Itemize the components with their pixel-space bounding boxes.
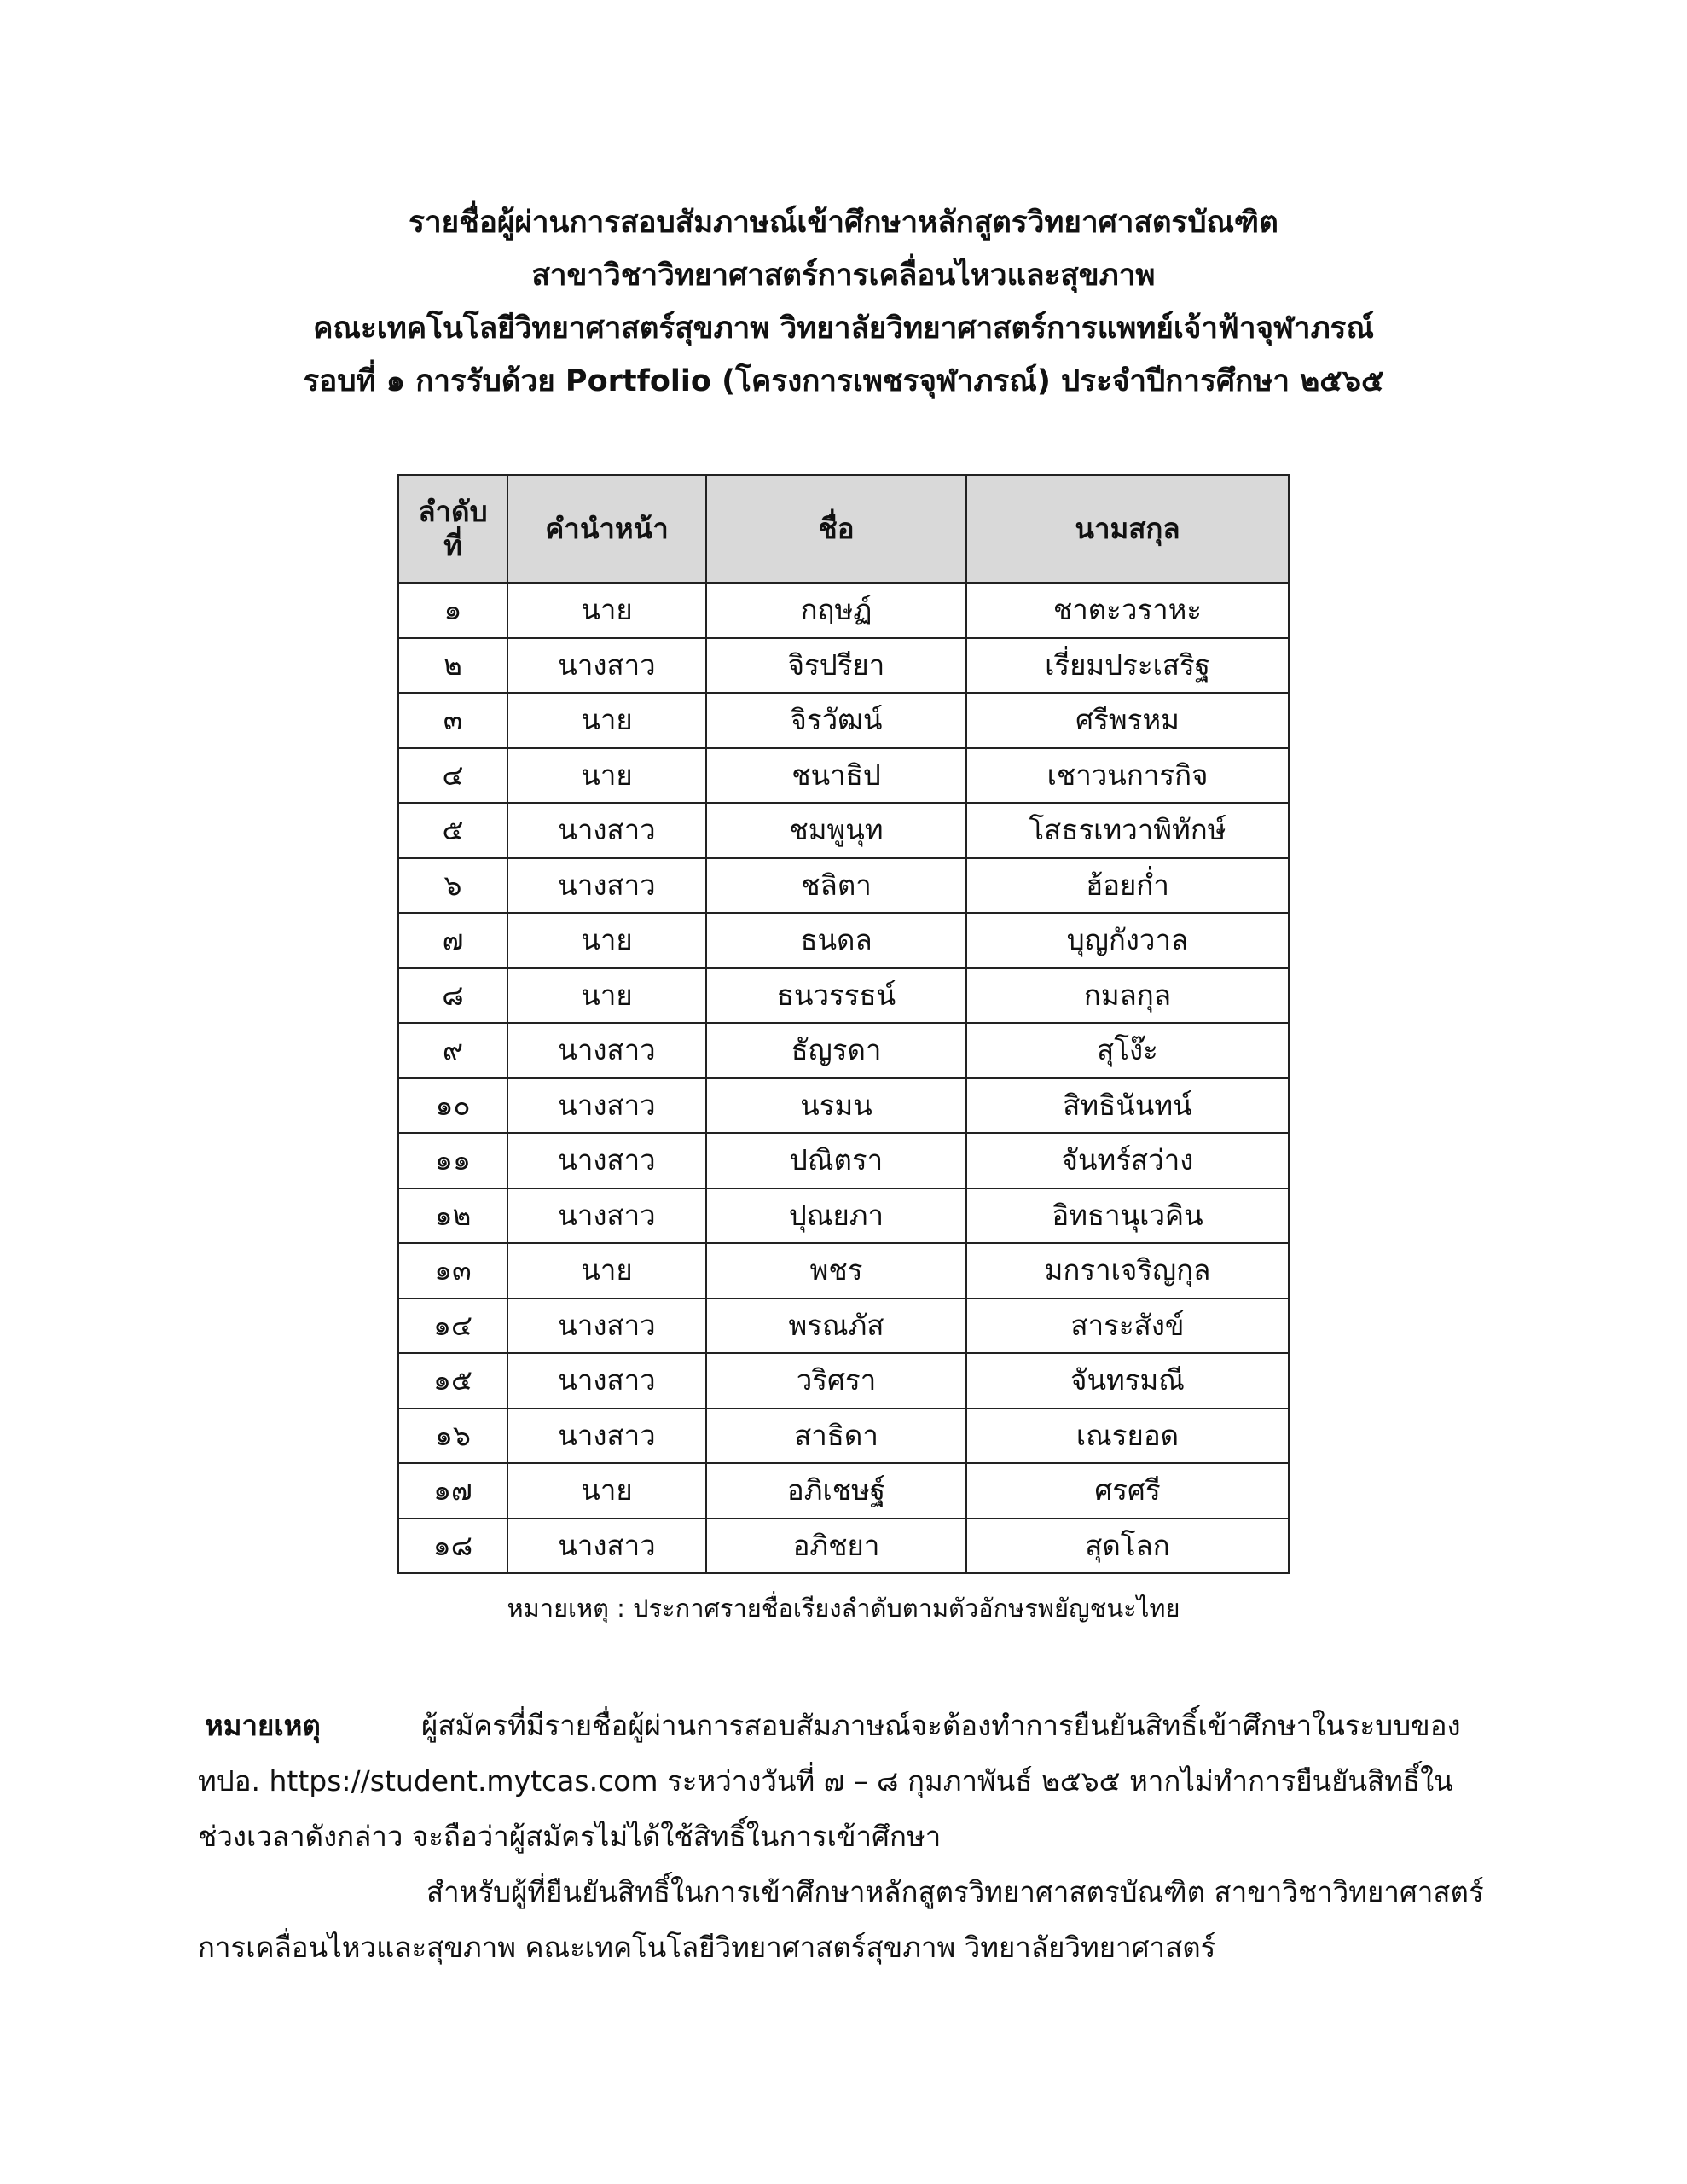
cell-prefix: นางสาว xyxy=(507,1133,706,1188)
header-no xyxy=(398,475,507,583)
cell-prefix: นาย xyxy=(507,1463,706,1519)
cell-last-name: จันทร์สว่าง xyxy=(966,1133,1289,1188)
table-row xyxy=(398,913,1289,968)
remarks-paragraph-1 xyxy=(198,1698,1489,1864)
cell-prefix: นางสาว xyxy=(507,1188,706,1244)
results-table-container xyxy=(397,474,1288,1574)
cell-first-name: วริศรา xyxy=(706,1353,966,1409)
cell-no: ๔ xyxy=(398,748,507,804)
title-line-4: รอบที่ ๑ การรับด้วย Portfolio (โครงการเพชรจุฬาภรณ์) ประจำปีการศึกษา ๒๕๖๕ xyxy=(303,364,1384,398)
cell-no: ๑๘ xyxy=(398,1519,507,1574)
remarks-text-1: ผู้สมัครที่มีรายชื่อผู้ผ่านการสอบสัมภาษณ์จะต้องทำการยืนยันสิทธิ์เข้าศึกษาในระบบของ ทปอ. https://student.mytcas.com ระหว่างวันที่ ๗ – ๘ กุมภาพันธ์ ๒๕๖๕ หากไม่ทำการยืนยันสิทธิ์ในช่วงเวลาดังกล่าว จะถือว่าผู้สมัครไม่ได้ใช้สิทธิ์ในการเข้าศึกษา xyxy=(198,1709,1461,1853)
cell-last-name: มกราเจริญกุล xyxy=(966,1243,1289,1298)
cell-last-name: เณรยอด xyxy=(966,1409,1289,1464)
table-row xyxy=(398,1463,1289,1519)
table-row xyxy=(398,748,1289,804)
cell-last-name: ศรศรี xyxy=(966,1463,1289,1519)
table-row xyxy=(398,858,1289,914)
table-row xyxy=(398,803,1289,858)
cell-no: ๑๕ xyxy=(398,1353,507,1409)
cell-last-name: โสธรเทวาพิทักษ์ xyxy=(966,803,1289,858)
cell-first-name: ชนาธิป xyxy=(706,748,966,804)
cell-last-name: ศรีพรหม xyxy=(966,693,1289,748)
table-row xyxy=(398,1188,1289,1244)
cell-prefix: นาย xyxy=(507,748,706,804)
cell-no: ๑๗ xyxy=(398,1463,507,1519)
cell-last-name: ชาตะวราหะ xyxy=(966,583,1289,638)
cell-no: ๑๖ xyxy=(398,1409,507,1464)
header-no-line2: ที่ xyxy=(443,529,462,562)
cell-no: ๒ xyxy=(398,638,507,694)
table-row xyxy=(398,1519,1289,1574)
table-row xyxy=(398,638,1289,694)
cell-first-name: กฤษฏ์ xyxy=(706,583,966,638)
cell-prefix: นาย xyxy=(507,583,706,638)
results-table xyxy=(397,474,1290,1574)
header-prefix: คำนำหน้า xyxy=(507,475,706,583)
table-row xyxy=(398,583,1289,638)
table-row xyxy=(398,1409,1289,1464)
table-row xyxy=(398,1298,1289,1354)
cell-no: ๕ xyxy=(398,803,507,858)
cell-last-name: อิทธานุเวคิน xyxy=(966,1188,1289,1244)
remarks-text-2: สำหรับผู้ที่ยืนยันสิทธิ์ในการเข้าศึกษาหลักสูตรวิทยาศาสตรบัณฑิต สาขาวิชาวิทยาศาสตร์การเคลื่อนไหวและสุขภาพ คณะเทคโนโลยีวิทยาศาสตร์สุขภาพ วิทยาลัยวิทยาศาสตร์ xyxy=(198,1875,1484,1964)
cell-first-name: พชร xyxy=(706,1243,966,1298)
cell-first-name: ธนดล xyxy=(706,913,966,968)
cell-last-name: สาระสังข์ xyxy=(966,1298,1289,1354)
cell-no: ๑๑ xyxy=(398,1133,507,1188)
table-row xyxy=(398,1133,1289,1188)
header-last-name: นามสกุล xyxy=(966,475,1289,583)
cell-prefix: นาย xyxy=(507,1243,706,1298)
cell-prefix: นางสาว xyxy=(507,1519,706,1574)
cell-prefix: นางสาว xyxy=(507,1409,706,1464)
cell-first-name: นรมน xyxy=(706,1078,966,1134)
cell-no: ๓ xyxy=(398,693,507,748)
remarks-section xyxy=(198,1698,1489,1975)
cell-prefix: นางสาว xyxy=(507,1353,706,1409)
cell-prefix: นางสาว xyxy=(507,803,706,858)
cell-last-name: จันทรมณี xyxy=(966,1353,1289,1409)
cell-no: ๑๔ xyxy=(398,1298,507,1354)
table-body xyxy=(398,583,1289,1573)
cell-prefix: นางสาว xyxy=(507,1078,706,1134)
table-header-row xyxy=(398,475,1289,583)
cell-first-name: พรณภัส xyxy=(706,1298,966,1354)
cell-no: ๑ xyxy=(398,583,507,638)
cell-last-name: เชาวนการกิจ xyxy=(966,748,1289,804)
remarks-label: หมายเหตุ xyxy=(205,1709,321,1742)
cell-first-name: สาธิดา xyxy=(706,1409,966,1464)
table-row xyxy=(398,968,1289,1024)
cell-first-name: จิรปรียา xyxy=(706,638,966,694)
cell-first-name: ธัญรดา xyxy=(706,1023,966,1078)
cell-prefix: นาย xyxy=(507,968,706,1024)
cell-prefix: นางสาว xyxy=(507,1023,706,1078)
cell-last-name: ฮ้อยก่ำ xyxy=(966,858,1289,914)
cell-first-name: ปุณยภา xyxy=(706,1188,966,1244)
table-row xyxy=(398,1078,1289,1134)
table-row xyxy=(398,1023,1289,1078)
cell-last-name: กมลกุล xyxy=(966,968,1289,1024)
document-title xyxy=(0,196,1687,408)
cell-first-name: อภิเชษฐ์ xyxy=(706,1463,966,1519)
cell-last-name: เรี่ยมประเสริฐ xyxy=(966,638,1289,694)
cell-no: ๑๒ xyxy=(398,1188,507,1244)
cell-first-name: ปณิตรา xyxy=(706,1133,966,1188)
cell-no: ๖ xyxy=(398,858,507,914)
table-row xyxy=(398,1353,1289,1409)
cell-prefix: นาย xyxy=(507,913,706,968)
cell-last-name: สุโง๊ะ xyxy=(966,1023,1289,1078)
header-first-name: ชื่อ xyxy=(706,475,966,583)
cell-last-name: สุดโลก xyxy=(966,1519,1289,1574)
cell-no: ๘ xyxy=(398,968,507,1024)
title-line-2: สาขาวิชาวิทยาศาสตร์การเคลื่อนไหวและสุขภาพ xyxy=(531,258,1156,293)
cell-prefix: นางสาว xyxy=(507,1298,706,1354)
cell-no: ๙ xyxy=(398,1023,507,1078)
cell-prefix: นางสาว xyxy=(507,858,706,914)
header-no-line1: ลำดับ xyxy=(418,495,488,528)
cell-no: ๑๐ xyxy=(398,1078,507,1134)
table-row xyxy=(398,1243,1289,1298)
cell-last-name: บุญกังวาล xyxy=(966,913,1289,968)
cell-prefix: นางสาว xyxy=(507,638,706,694)
cell-first-name: ชมพูนุท xyxy=(706,803,966,858)
cell-first-name: อภิชยา xyxy=(706,1519,966,1574)
title-line-3: คณะเทคโนโลยีวิทยาศาสตร์สุขภาพ วิทยาลัยวิทยาศาสตร์การแพทย์เจ้าฟ้าจุฬาภรณ์ xyxy=(313,311,1374,346)
cell-first-name: จิรวัฒน์ xyxy=(706,693,966,748)
cell-first-name: ธนวรรธน์ xyxy=(706,968,966,1024)
table-note: หมายเหตุ : ประกาศรายชื่อเรียงลำดับตามตัวอักษรพยัญชนะไทย xyxy=(507,1594,1180,1623)
cell-last-name: สิทธินันทน์ xyxy=(966,1078,1289,1134)
title-line-1: รายชื่อผู้ผ่านการสอบสัมภาษณ์เข้าศึกษาหลักสูตรวิทยาศาสตรบัณฑิต xyxy=(409,206,1278,240)
cell-first-name: ชลิตา xyxy=(706,858,966,914)
remarks-paragraph-2 xyxy=(198,1864,1489,1975)
cell-no: ๗ xyxy=(398,913,507,968)
table-row xyxy=(398,693,1289,748)
cell-prefix: นาย xyxy=(507,693,706,748)
cell-no: ๑๓ xyxy=(398,1243,507,1298)
